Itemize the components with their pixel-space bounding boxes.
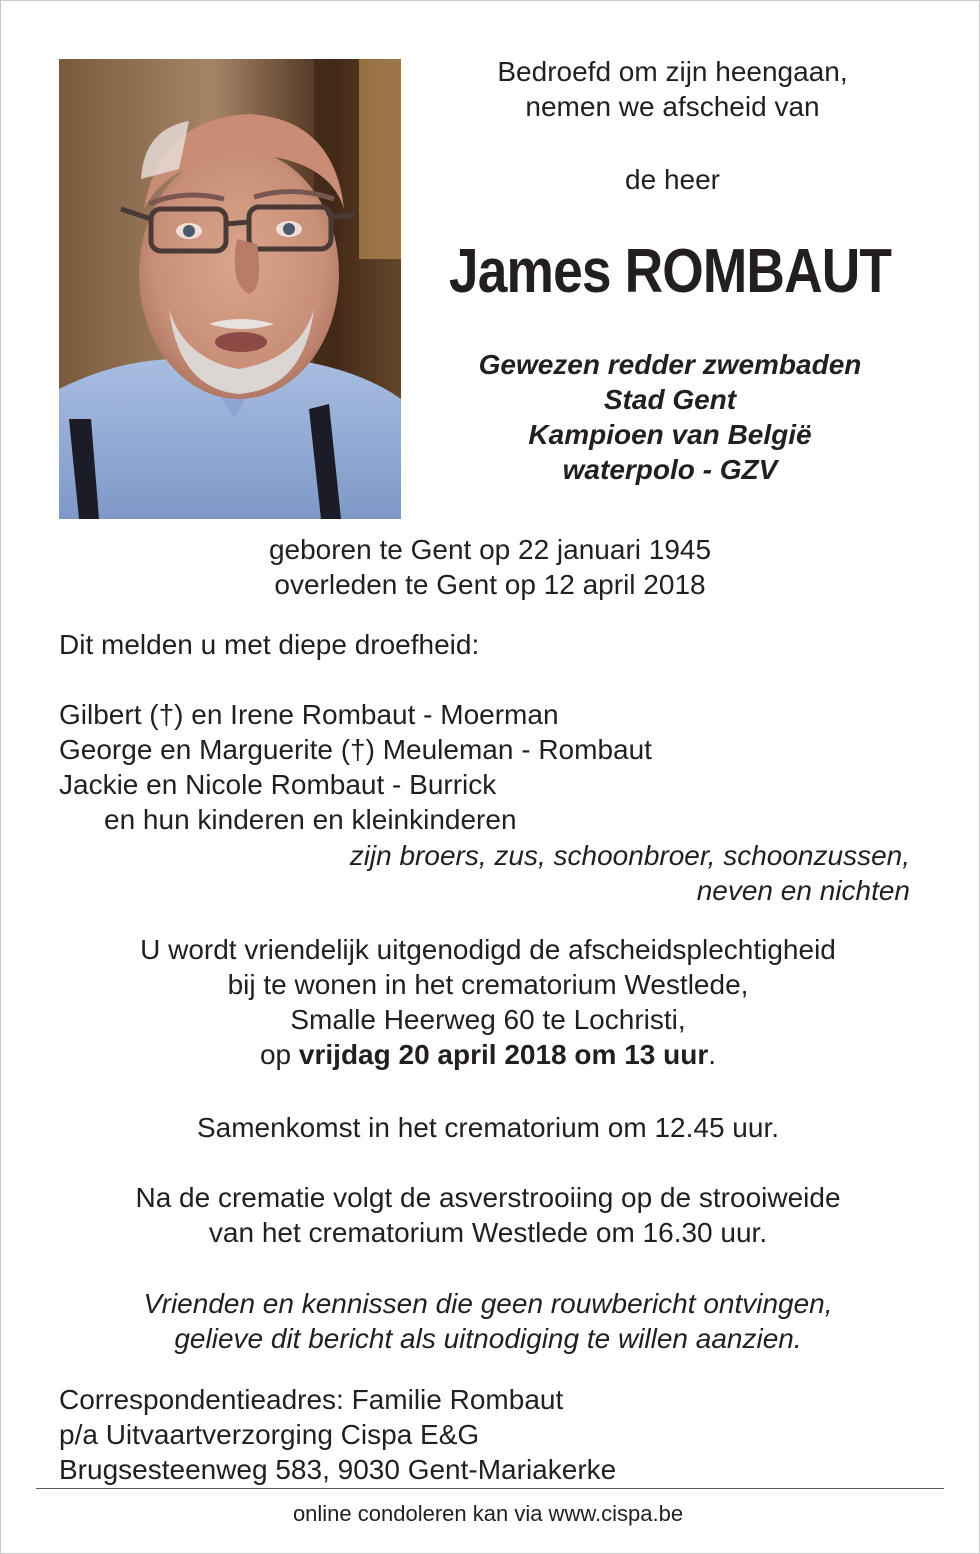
address-line: p/a Uitvaartverzorging Cispa E&G <box>59 1419 480 1450</box>
salutation: de heer <box>625 164 720 195</box>
family-member: en hun kinderen en kleinkinderen <box>104 804 517 835</box>
relatives-line: neven en nichten <box>696 875 910 906</box>
invitation-line: Smalle Heerweg 60 te Lochristi, <box>290 1004 686 1035</box>
role-line: Kampioen van België <box>528 419 812 450</box>
cremation-info <box>40 1180 936 1250</box>
life-dates <box>40 532 940 602</box>
intro-text <box>430 54 915 124</box>
role-line: Stad Gent <box>603 384 737 415</box>
friends-note-line: Vrienden en kennissen die geen rouwbericht ontvingen, <box>143 1288 833 1319</box>
intro-line: nemen we afscheid van <box>525 91 820 122</box>
ceremony-prefix: op <box>259 1039 299 1070</box>
announcement: Dit melden u met diepe droefheid: <box>59 629 480 660</box>
deceased-name: James ROMBAUT <box>448 237 892 306</box>
friends-note <box>40 1286 936 1356</box>
ceremony-date: vrijdag 20 april 2018 om 13 uur <box>298 1039 709 1070</box>
invitation-line: U wordt vriendelijk uitgenodigd de afscheidsplechtigheid <box>140 934 836 965</box>
invitation <box>40 932 936 1072</box>
cremation-line: van het crematorium Westlede om 16.30 uur. <box>208 1217 768 1248</box>
family-member: Jackie en Nicole Rombaut - Burrick <box>59 769 497 800</box>
birth-date: geboren te Gent op 22 januari 1945 <box>268 534 712 565</box>
friends-note-line: gelieve dit bericht als uitnodiging te willen aanzien. <box>174 1323 802 1354</box>
correspondence-address <box>59 1382 616 1487</box>
invitation-line: bij te wonen in het crematorium Westlede, <box>227 969 749 1000</box>
footer-condolence: online condoleren kan via www.cispa.be <box>292 1501 684 1526</box>
relatives-line: zijn broers, zus, schoonbroer, schoonzussen, <box>349 840 910 871</box>
ceremony-datetime <box>40 1037 936 1072</box>
role-line: waterpolo - GZV <box>562 454 778 485</box>
address-line: Brugsesteenweg 583, 9030 Gent-Mariakerke <box>59 1454 617 1485</box>
death-date: overleden te Gent op 12 april 2018 <box>274 569 706 600</box>
portrait-photo <box>59 59 401 519</box>
family-list <box>59 697 652 837</box>
ceremony-suffix: . <box>708 1039 716 1070</box>
role-description <box>420 347 920 487</box>
cremation-line: Na de crematie volgt de asverstrooiing op de strooiweide <box>135 1182 841 1213</box>
intro-line: Bedroefd om zijn heengaan, <box>497 56 848 87</box>
divider <box>36 1488 944 1489</box>
family-member: Gilbert (†) en Irene Rombaut - Moerman <box>59 699 559 730</box>
relatives <box>350 838 910 908</box>
address-line: Correspondentieadres: Familie Rombaut <box>59 1384 564 1415</box>
family-member: George en Marguerite (†) Meuleman - Rombaut <box>59 734 652 765</box>
role-line: Gewezen redder zwembaden <box>478 349 862 380</box>
gathering-time: Samenkomst in het crematorium om 12.45 uur. <box>196 1112 780 1143</box>
